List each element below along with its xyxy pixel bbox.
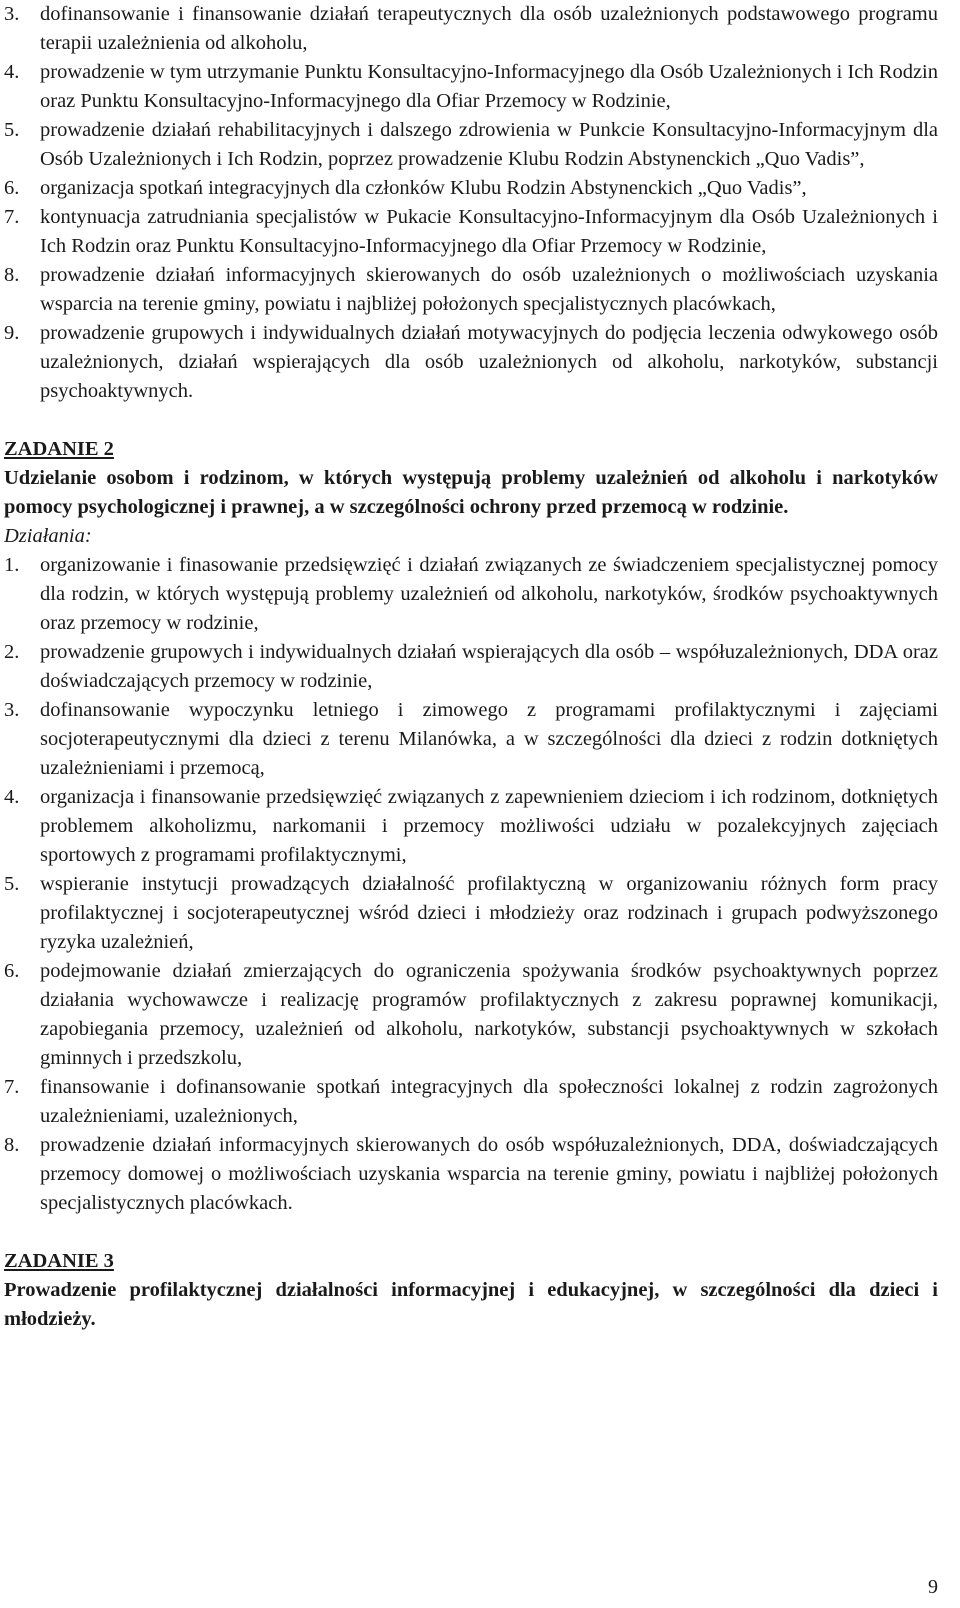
- section-heading: ZADANIE 3: [4, 1250, 114, 1272]
- list-item: [4, 1073, 938, 1131]
- section-heading: ZADANIE 2: [4, 438, 114, 460]
- list-item: [4, 319, 938, 406]
- list-item: [4, 870, 938, 957]
- item-number: 6.: [4, 960, 20, 982]
- item-number: 7.: [4, 1076, 20, 1098]
- item-number: 7.: [4, 206, 20, 228]
- intro-list: [4, 0, 938, 406]
- list-item: [4, 638, 938, 696]
- list-item: [4, 783, 938, 870]
- item-text: prowadzenie grupowych i indywidualnych działań motywacyjnych do podjęcia leczenia odwykowego osób uzależnionych, działań wspierających dla osób uzależnionych od alkoholu, narkotyków, substancji psychoaktywnych.: [40, 322, 938, 402]
- list-item: [4, 0, 938, 58]
- item-number: 1.: [4, 554, 20, 576]
- item-text: dofinansowanie wypoczynku letniego i zimowego z programami profilaktycznymi i zajęciami socjoterapeutycznymi dla dzieci z terenu Milanówka, a w szczególności dla dzieci z rodzin dotkniętych uzależnieniami i przemocą,: [40, 699, 938, 779]
- item-text: organizacja spotkań integracyjnych dla członków Klubu Rodzin Abstynenckich „Quo Vadis”,: [40, 177, 807, 199]
- section-subtitle: Prowadzenie profilaktycznej działalności informacyjnej i edukacyjnej, w szczególności dla dzieci i młodzieży.: [4, 1279, 938, 1330]
- list-item: [4, 203, 938, 261]
- item-number: 4.: [4, 786, 20, 808]
- actions-label: Działania:: [4, 525, 92, 547]
- item-number: 3.: [4, 699, 20, 721]
- list-item: [4, 174, 938, 203]
- item-text: dofinansowanie i finansowanie działań terapeutycznych dla osób uzależnionych podstawowego programu terapii uzależnienia od alkoholu,: [40, 3, 938, 54]
- list-item: [4, 957, 938, 1073]
- item-text: organizacja i finansowanie przedsięwzięć związanych z zapewnieniem dzieciom i ich rodzinom, dotkniętych problemem alkoholizmu, narkomanii i przemocy możliwości udziału w pozalekcyjnych zajęciach sportowych z programami profilaktycznymi,: [40, 786, 938, 866]
- list-item: [4, 1131, 938, 1218]
- item-text: podejmowanie działań zmierzających do ograniczenia spożywania środków psychoaktywnych poprzez działania wychowawcze i realizację programów profilaktycznych z zakresu poprawnej komunikacji, zapobiegania przemocy, uzależnień od alkoholu, narkotyków, substancji psychoaktywnych w szkołach gminnych i przedszkolu,: [40, 960, 938, 1069]
- item-number: 2.: [4, 641, 20, 663]
- item-text: prowadzenie w tym utrzymanie Punktu Konsultacyjno-Informacyjnego dla Osób Uzależnionych i Ich Rodzin oraz Punktu Konsultacyjno-Informacyjnego dla Ofiar Przemocy w Rodzinie,: [40, 61, 938, 112]
- item-number: 6.: [4, 177, 20, 199]
- list-item: [4, 551, 938, 638]
- item-number: 8.: [4, 264, 20, 286]
- item-text: prowadzenie działań informacyjnych skierowanych do osób współuzależnionych, DDA, doświadczających przemocy domowej o możliwościach uzyskania wsparcia na terenie gminy, powiatu i najbliżej położonych specjalistycznych placówkach.: [40, 1134, 938, 1214]
- item-number: 5.: [4, 119, 20, 141]
- list-item: [4, 116, 938, 174]
- section-subtitle: Udzielanie osobom i rodzinom, w których występują problemy uzależnień od alkoholu i narkotyków pomocy psychologicznej i prawnej, a w szczególności ochrony przed przemocą w rodzinie.: [4, 467, 938, 518]
- list-item: [4, 696, 938, 783]
- list-item: [4, 58, 938, 116]
- section-zadanie-3: [4, 1247, 938, 1334]
- page-number: 9: [928, 1576, 938, 1598]
- actions-list: [4, 551, 938, 1218]
- item-text: kontynuacja zatrudniania specjalistów w Pukacie Konsultacyjno-Informacyjnym dla Osób Uzależnionych i Ich Rodzin oraz Punktu Konsultacyjno-Informacyjnego dla Ofiar Przemocy w Rodzinie,: [40, 206, 938, 257]
- item-text: prowadzenie działań rehabilitacyjnych i dalszego zdrowienia w Punkcie Konsultacyjno-Informacyjnym dla Osób Uzależnionych i Ich Rodzin, poprzez prowadzenie Klubu Rodzin Abstynenckich „Quo Vadis”,: [40, 119, 938, 170]
- item-text: prowadzenie grupowych i indywidualnych działań wspierających dla osób – współuzależnionych, DDA oraz doświadczających przemocy w rodzinie,: [40, 641, 938, 692]
- item-text: organizowanie i finasowanie przedsięwzięć i działań związanych ze świadczeniem specjalistycznej pomocy dla rodzin, w których występują problemy uzależnień od alkoholu, narkotyków, środków psychoaktywnych oraz przemocy w rodzinie,: [40, 554, 938, 634]
- item-number: 4.: [4, 61, 20, 83]
- item-text: finansowanie i dofinansowanie spotkań integracyjnych dla społeczności lokalnej z rodzin zagrożonych uzależnieniami, uzależnionych,: [40, 1076, 938, 1127]
- item-number: 3.: [4, 3, 20, 25]
- document-page: [4, 0, 938, 1334]
- item-text: wspieranie instytucji prowadzących działalność profilaktyczną w organizowaniu różnych form pracy profilaktycznej i socjoterapeutycznej wśród dzieci i młodzieży oraz rodzinach i grupach podwyższonego ryzyka uzależnień,: [40, 873, 938, 953]
- item-number: 8.: [4, 1134, 20, 1156]
- list-item: [4, 261, 938, 319]
- item-number: 9.: [4, 322, 20, 344]
- item-text: prowadzenie działań informacyjnych skierowanych do osób uzależnionych o możliwościach uzyskania wsparcia na terenie gminy, powiatu i najbliżej położonych specjalistycznych placówkach,: [40, 264, 938, 315]
- section-zadanie-2: [4, 435, 938, 1218]
- item-number: 5.: [4, 873, 20, 895]
